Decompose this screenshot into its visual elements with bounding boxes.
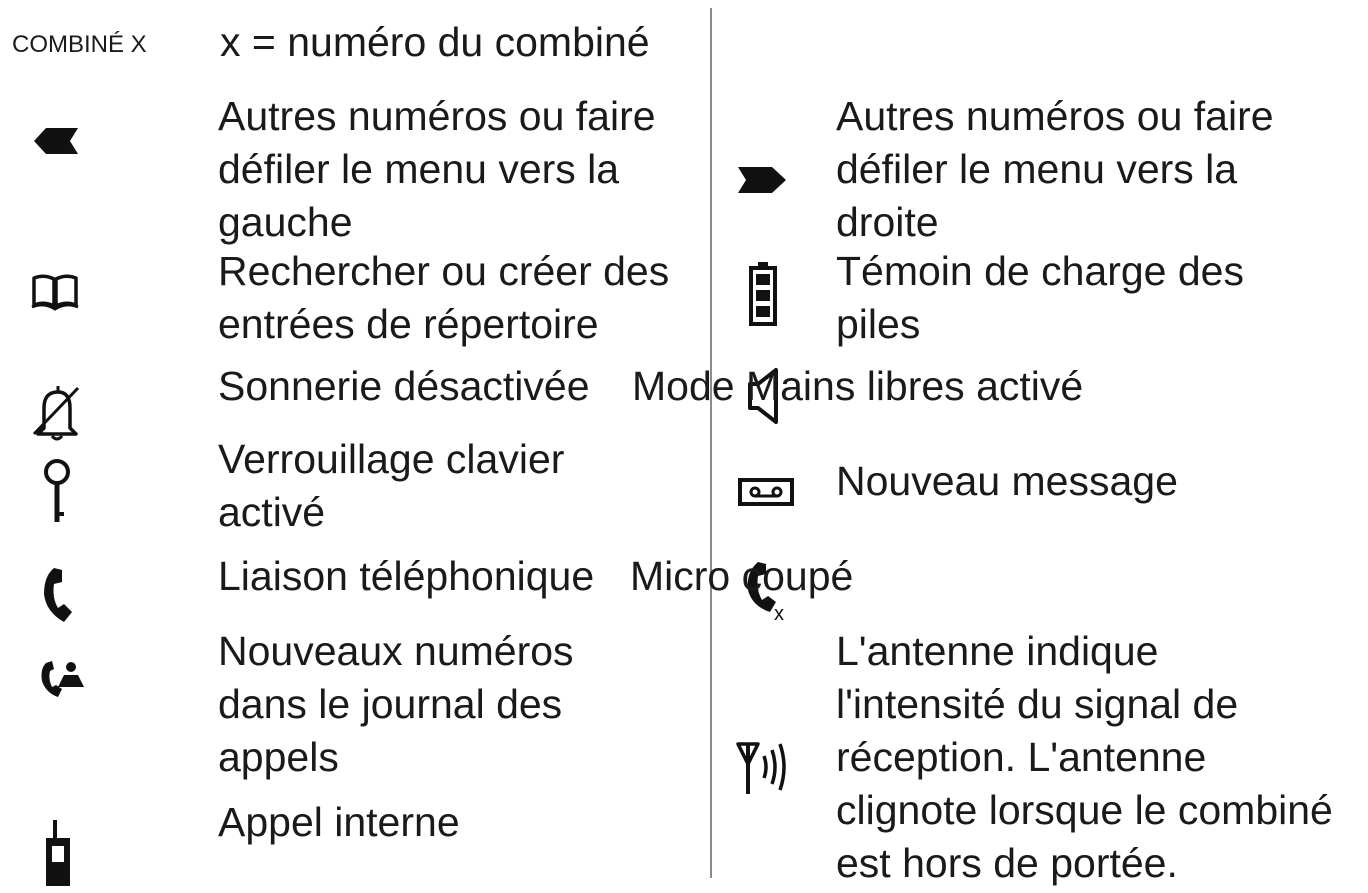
right-item-4-text: Nouveau message <box>836 458 1178 504</box>
right-item-1-text: Autres numéros ou faire défiler le menu vers la droite <box>836 93 1274 245</box>
handset-description: x = numéro du combiné <box>220 19 650 65</box>
ringer-off-icon <box>28 384 84 442</box>
left-item-6-text: Nouveaux numéros dans le journal des appels <box>218 628 574 780</box>
right-item-2-text: Témoin de charge des piles <box>836 248 1244 347</box>
column-divider <box>710 8 712 878</box>
right-item-6-text: L'antenne indique l'intensité du signal de réception. L'antenne clignote lorsque le combiné est hors de portée. <box>836 628 1333 886</box>
left-item-7-text: Appel interne <box>218 799 460 845</box>
left-item-2-text: Rechercher ou créer des entrées de répertoire <box>218 248 670 347</box>
left-item-1-text: Autres numéros ou faire défiler le menu vers la gauche <box>218 93 656 245</box>
left-item-3-text: Sonnerie désactivée <box>218 363 590 409</box>
handset-label: COMBINÉ X <box>12 31 147 58</box>
phonebook-icon <box>30 272 80 312</box>
voicemail-icon <box>738 478 794 506</box>
key-lock-icon <box>42 458 72 524</box>
right-item-3-text: Mode Mains libres activé <box>632 363 1084 409</box>
svg-text:x: x <box>774 603 784 622</box>
battery-icon <box>749 260 777 326</box>
left-item-4-text: Verrouillage clavier activé <box>218 436 565 535</box>
arrow-left-icon <box>34 128 78 154</box>
left-item-5-text: Liaison téléphonique <box>218 553 595 599</box>
intercom-icon <box>44 818 72 888</box>
arrow-right-icon <box>738 167 786 193</box>
antenna-icon <box>736 740 794 796</box>
call-log-icon <box>38 657 86 699</box>
handset-icon <box>42 566 76 624</box>
right-item-5-text: Micro coupé <box>630 553 854 599</box>
